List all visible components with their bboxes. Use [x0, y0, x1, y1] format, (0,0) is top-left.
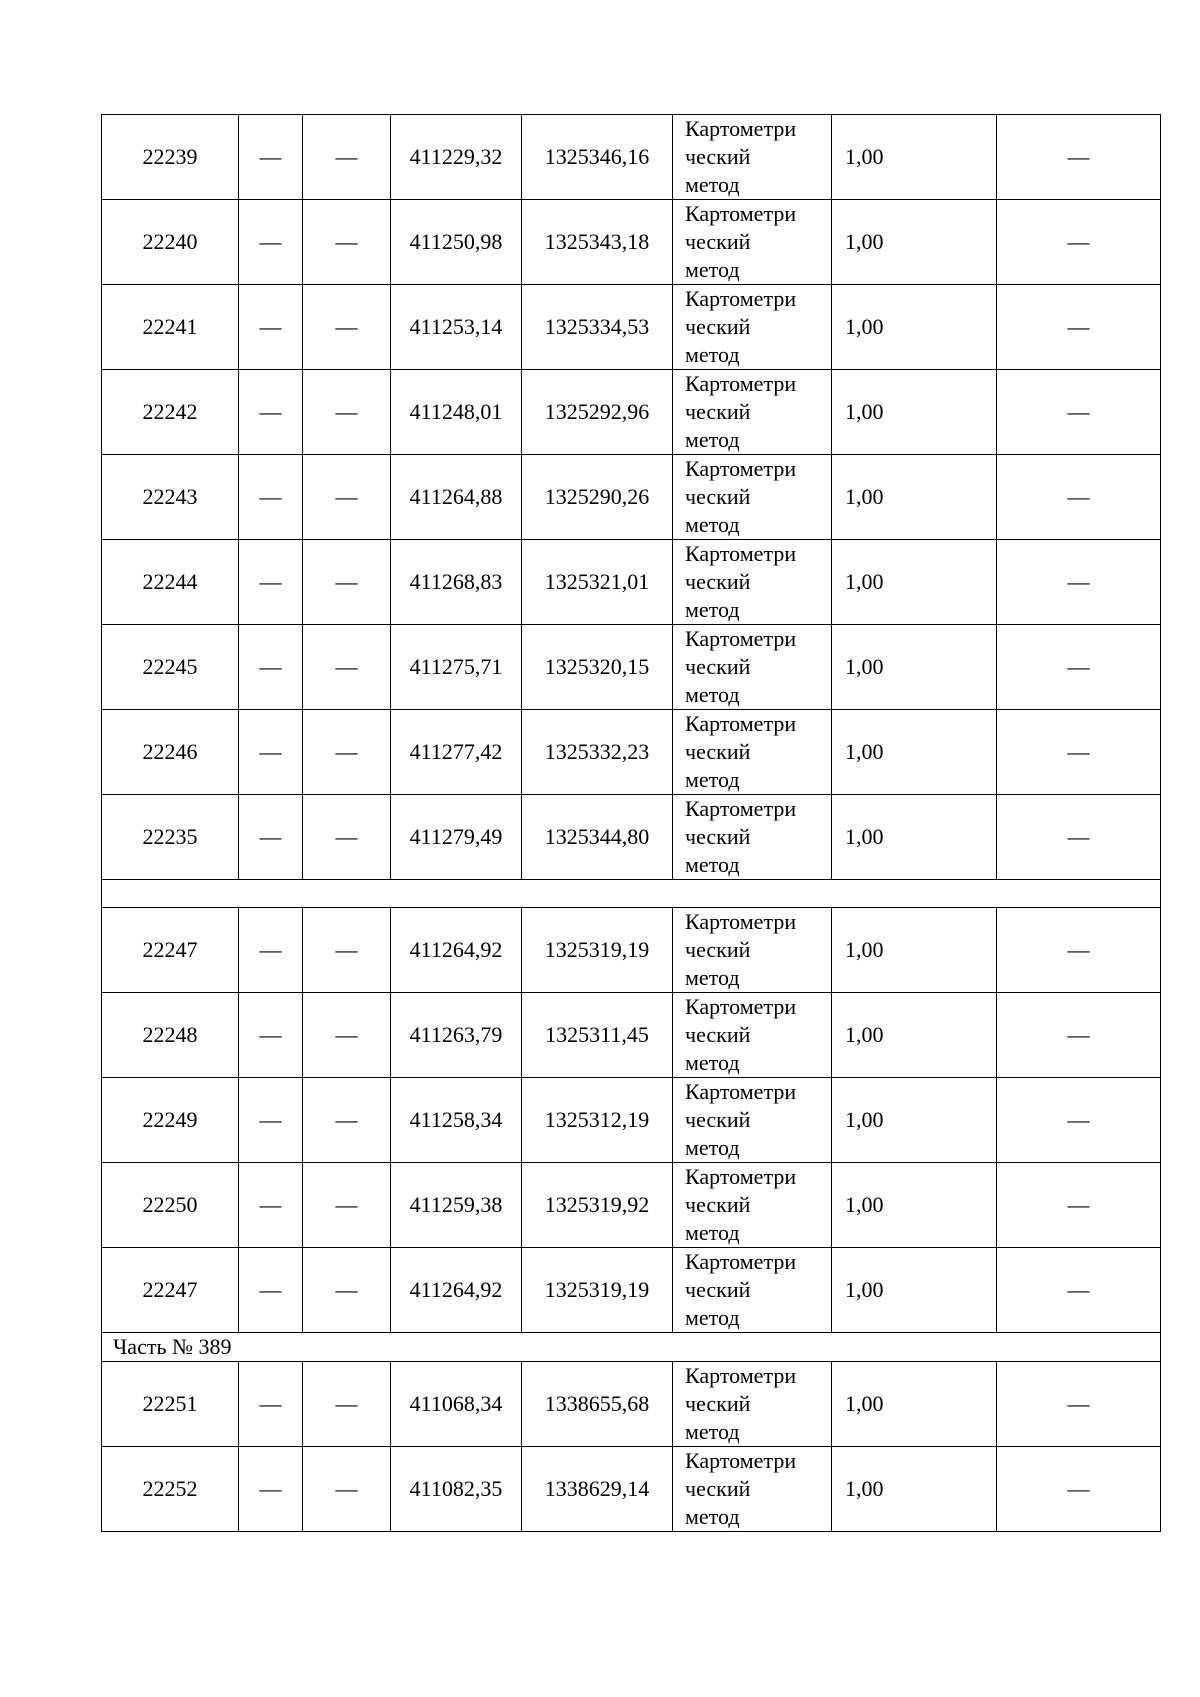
- table-row: [102, 993, 1161, 1078]
- empty-value-cell: —: [239, 370, 303, 455]
- empty-value-cell: —: [997, 1362, 1161, 1447]
- x-coordinate-cell: 411264,92: [391, 1248, 522, 1333]
- method-line: Картометри: [685, 1079, 797, 1104]
- empty-value-cell: —: [997, 370, 1161, 455]
- point-number-cell: 22239: [102, 115, 239, 200]
- method-line: ческий: [685, 1277, 751, 1302]
- method-cell: [673, 455, 832, 540]
- empty-value-cell: —: [239, 285, 303, 370]
- method-cell: [673, 115, 832, 200]
- table-row: [102, 455, 1161, 540]
- empty-value-cell: —: [303, 115, 391, 200]
- accuracy-cell: 1,00: [832, 1078, 997, 1163]
- point-number-cell: 22244: [102, 540, 239, 625]
- method-line: Картометри: [685, 1249, 797, 1274]
- y-coordinate-cell: 1325344,80: [522, 795, 673, 880]
- empty-value-cell: —: [997, 993, 1161, 1078]
- method-line: Картометри: [685, 1164, 797, 1189]
- coordinates-table: [101, 114, 1161, 1532]
- y-coordinate-cell: 1325311,45: [522, 993, 673, 1078]
- empty-value-cell: —: [303, 200, 391, 285]
- empty-value-cell: —: [303, 1248, 391, 1333]
- method-line: Картометри: [685, 116, 797, 141]
- empty-value-cell: —: [997, 115, 1161, 200]
- method-line: Картометри: [685, 1363, 797, 1388]
- y-coordinate-cell: 1325292,96: [522, 370, 673, 455]
- table-row: [102, 1447, 1161, 1532]
- method-line: метод: [685, 597, 740, 622]
- method-line: ческий: [685, 399, 751, 424]
- accuracy-cell: 1,00: [832, 455, 997, 540]
- x-coordinate-cell: 411258,34: [391, 1078, 522, 1163]
- x-coordinate-cell: 411279,49: [391, 795, 522, 880]
- table-row: [102, 1248, 1161, 1333]
- method-cell: [673, 285, 832, 370]
- empty-value-cell: —: [303, 1163, 391, 1248]
- method-line: ческий: [685, 314, 751, 339]
- point-number-cell: 22249: [102, 1078, 239, 1163]
- empty-value-cell: —: [303, 285, 391, 370]
- empty-value-cell: —: [303, 1447, 391, 1532]
- point-number-cell: 22248: [102, 993, 239, 1078]
- method-line: ческий: [685, 144, 751, 169]
- method-line: ческий: [685, 1476, 751, 1501]
- point-number-cell: 22250: [102, 1163, 239, 1248]
- accuracy-cell: 1,00: [832, 540, 997, 625]
- method-cell: [673, 1163, 832, 1248]
- x-coordinate-cell: 411259,38: [391, 1163, 522, 1248]
- empty-value-cell: —: [239, 1248, 303, 1333]
- method-cell: [673, 200, 832, 285]
- method-line: Картометри: [685, 711, 797, 736]
- empty-value-cell: —: [303, 1078, 391, 1163]
- accuracy-cell: 1,00: [832, 1447, 997, 1532]
- empty-value-cell: —: [239, 908, 303, 993]
- accuracy-cell: 1,00: [832, 285, 997, 370]
- table-row: [102, 285, 1161, 370]
- x-coordinate-cell: 411263,79: [391, 993, 522, 1078]
- empty-value-cell: —: [239, 710, 303, 795]
- empty-value-cell: —: [303, 1362, 391, 1447]
- y-coordinate-cell: 1325321,01: [522, 540, 673, 625]
- method-line: метод: [685, 257, 740, 282]
- empty-value-cell: —: [239, 115, 303, 200]
- x-coordinate-cell: 411268,83: [391, 540, 522, 625]
- y-coordinate-cell: 1325334,53: [522, 285, 673, 370]
- table-body: [102, 115, 1161, 1532]
- y-coordinate-cell: 1325319,19: [522, 1248, 673, 1333]
- table-row: [102, 795, 1161, 880]
- method-line: Картометри: [685, 994, 797, 1019]
- empty-value-cell: —: [239, 1078, 303, 1163]
- y-coordinate-cell: 1325343,18: [522, 200, 673, 285]
- point-number-cell: 22252: [102, 1447, 239, 1532]
- method-cell: [673, 795, 832, 880]
- method-cell: [673, 710, 832, 795]
- separator-row: [102, 880, 1161, 908]
- method-line: метод: [685, 1220, 740, 1245]
- method-cell: [673, 370, 832, 455]
- method-line: ческий: [685, 824, 751, 849]
- empty-value-cell: —: [303, 370, 391, 455]
- method-cell: [673, 540, 832, 625]
- method-line: ческий: [685, 484, 751, 509]
- method-line: метод: [685, 965, 740, 990]
- method-cell: [673, 1447, 832, 1532]
- method-line: Картометри: [685, 286, 797, 311]
- method-line: Картометри: [685, 1448, 797, 1473]
- empty-value-cell: —: [997, 1248, 1161, 1333]
- method-line: метод: [685, 767, 740, 792]
- table-row: [102, 1362, 1161, 1447]
- empty-value-cell: —: [303, 625, 391, 710]
- empty-value-cell: —: [239, 795, 303, 880]
- accuracy-cell: 1,00: [832, 908, 997, 993]
- part-header-row: [102, 1333, 1161, 1362]
- method-cell: [673, 1248, 832, 1333]
- method-line: метод: [685, 512, 740, 537]
- method-line: ческий: [685, 654, 751, 679]
- method-line: Картометри: [685, 626, 797, 651]
- accuracy-cell: 1,00: [832, 1163, 997, 1248]
- table-row: [102, 540, 1161, 625]
- empty-value-cell: —: [239, 540, 303, 625]
- empty-value-cell: —: [997, 710, 1161, 795]
- table-row: [102, 710, 1161, 795]
- method-line: метод: [685, 1419, 740, 1444]
- method-line: Картометри: [685, 201, 797, 226]
- empty-value-cell: —: [997, 455, 1161, 540]
- empty-value-cell: —: [239, 1362, 303, 1447]
- point-number-cell: 22246: [102, 710, 239, 795]
- method-line: ческий: [685, 1107, 751, 1132]
- method-cell: [673, 908, 832, 993]
- y-coordinate-cell: 1325312,19: [522, 1078, 673, 1163]
- part-title: Часть № 389: [102, 1333, 1161, 1362]
- accuracy-cell: 1,00: [832, 710, 997, 795]
- method-line: Картометри: [685, 371, 797, 396]
- table-row: [102, 200, 1161, 285]
- x-coordinate-cell: 411264,88: [391, 455, 522, 540]
- method-line: Картометри: [685, 909, 797, 934]
- empty-value-cell: —: [239, 455, 303, 540]
- empty-value-cell: —: [239, 200, 303, 285]
- empty-value-cell: —: [997, 625, 1161, 710]
- y-coordinate-cell: 1325290,26: [522, 455, 673, 540]
- method-line: ческий: [685, 569, 751, 594]
- table-row: [102, 370, 1161, 455]
- point-number-cell: 22241: [102, 285, 239, 370]
- empty-value-cell: —: [303, 993, 391, 1078]
- empty-value-cell: —: [303, 710, 391, 795]
- method-line: метод: [685, 852, 740, 877]
- method-line: метод: [685, 427, 740, 452]
- accuracy-cell: 1,00: [832, 370, 997, 455]
- method-line: метод: [685, 1050, 740, 1075]
- table-row: [102, 908, 1161, 993]
- table-row: [102, 625, 1161, 710]
- table-row: [102, 115, 1161, 200]
- x-coordinate-cell: 411248,01: [391, 370, 522, 455]
- empty-value-cell: —: [997, 1163, 1161, 1248]
- empty-value-cell: —: [303, 908, 391, 993]
- x-coordinate-cell: 411229,32: [391, 115, 522, 200]
- x-coordinate-cell: 411277,42: [391, 710, 522, 795]
- method-line: ческий: [685, 937, 751, 962]
- method-cell: [673, 1362, 832, 1447]
- y-coordinate-cell: 1325320,15: [522, 625, 673, 710]
- accuracy-cell: 1,00: [832, 625, 997, 710]
- x-coordinate-cell: 411082,35: [391, 1447, 522, 1532]
- table-row: [102, 1078, 1161, 1163]
- method-line: метод: [685, 1305, 740, 1330]
- method-line: метод: [685, 1135, 740, 1160]
- method-line: Картометри: [685, 541, 797, 566]
- y-coordinate-cell: 1325346,16: [522, 115, 673, 200]
- empty-value-cell: —: [997, 795, 1161, 880]
- point-number-cell: 22242: [102, 370, 239, 455]
- separator-cell: [102, 880, 1161, 908]
- y-coordinate-cell: 1325319,92: [522, 1163, 673, 1248]
- y-coordinate-cell: 1325332,23: [522, 710, 673, 795]
- method-line: ческий: [685, 229, 751, 254]
- method-cell: [673, 1078, 832, 1163]
- x-coordinate-cell: 411253,14: [391, 285, 522, 370]
- x-coordinate-cell: 411275,71: [391, 625, 522, 710]
- y-coordinate-cell: 1338629,14: [522, 1447, 673, 1532]
- method-line: ческий: [685, 1391, 751, 1416]
- accuracy-cell: 1,00: [832, 200, 997, 285]
- empty-value-cell: —: [239, 1447, 303, 1532]
- method-line: ческий: [685, 1022, 751, 1047]
- method-line: метод: [685, 682, 740, 707]
- accuracy-cell: 1,00: [832, 795, 997, 880]
- x-coordinate-cell: 411250,98: [391, 200, 522, 285]
- empty-value-cell: —: [997, 1078, 1161, 1163]
- empty-value-cell: —: [239, 625, 303, 710]
- x-coordinate-cell: 411068,34: [391, 1362, 522, 1447]
- method-line: Картометри: [685, 796, 797, 821]
- table-row: [102, 1163, 1161, 1248]
- empty-value-cell: —: [997, 908, 1161, 993]
- x-coordinate-cell: 411264,92: [391, 908, 522, 993]
- empty-value-cell: —: [997, 540, 1161, 625]
- method-line: ческий: [685, 1192, 751, 1217]
- y-coordinate-cell: 1325319,19: [522, 908, 673, 993]
- point-number-cell: 22245: [102, 625, 239, 710]
- method-line: Картометри: [685, 456, 797, 481]
- empty-value-cell: —: [303, 540, 391, 625]
- accuracy-cell: 1,00: [832, 1248, 997, 1333]
- accuracy-cell: 1,00: [832, 993, 997, 1078]
- empty-value-cell: —: [997, 1447, 1161, 1532]
- empty-value-cell: —: [997, 200, 1161, 285]
- empty-value-cell: —: [303, 795, 391, 880]
- empty-value-cell: —: [303, 455, 391, 540]
- empty-value-cell: —: [239, 993, 303, 1078]
- point-number-cell: 22235: [102, 795, 239, 880]
- point-number-cell: 22247: [102, 908, 239, 993]
- point-number-cell: 22247: [102, 1248, 239, 1333]
- method-line: метод: [685, 172, 740, 197]
- method-line: метод: [685, 1504, 740, 1529]
- empty-value-cell: —: [997, 285, 1161, 370]
- method-line: метод: [685, 342, 740, 367]
- point-number-cell: 22240: [102, 200, 239, 285]
- method-cell: [673, 625, 832, 710]
- empty-value-cell: —: [239, 1163, 303, 1248]
- accuracy-cell: 1,00: [832, 1362, 997, 1447]
- accuracy-cell: 1,00: [832, 115, 997, 200]
- point-number-cell: 22243: [102, 455, 239, 540]
- point-number-cell: 22251: [102, 1362, 239, 1447]
- method-line: ческий: [685, 739, 751, 764]
- y-coordinate-cell: 1338655,68: [522, 1362, 673, 1447]
- method-cell: [673, 993, 832, 1078]
